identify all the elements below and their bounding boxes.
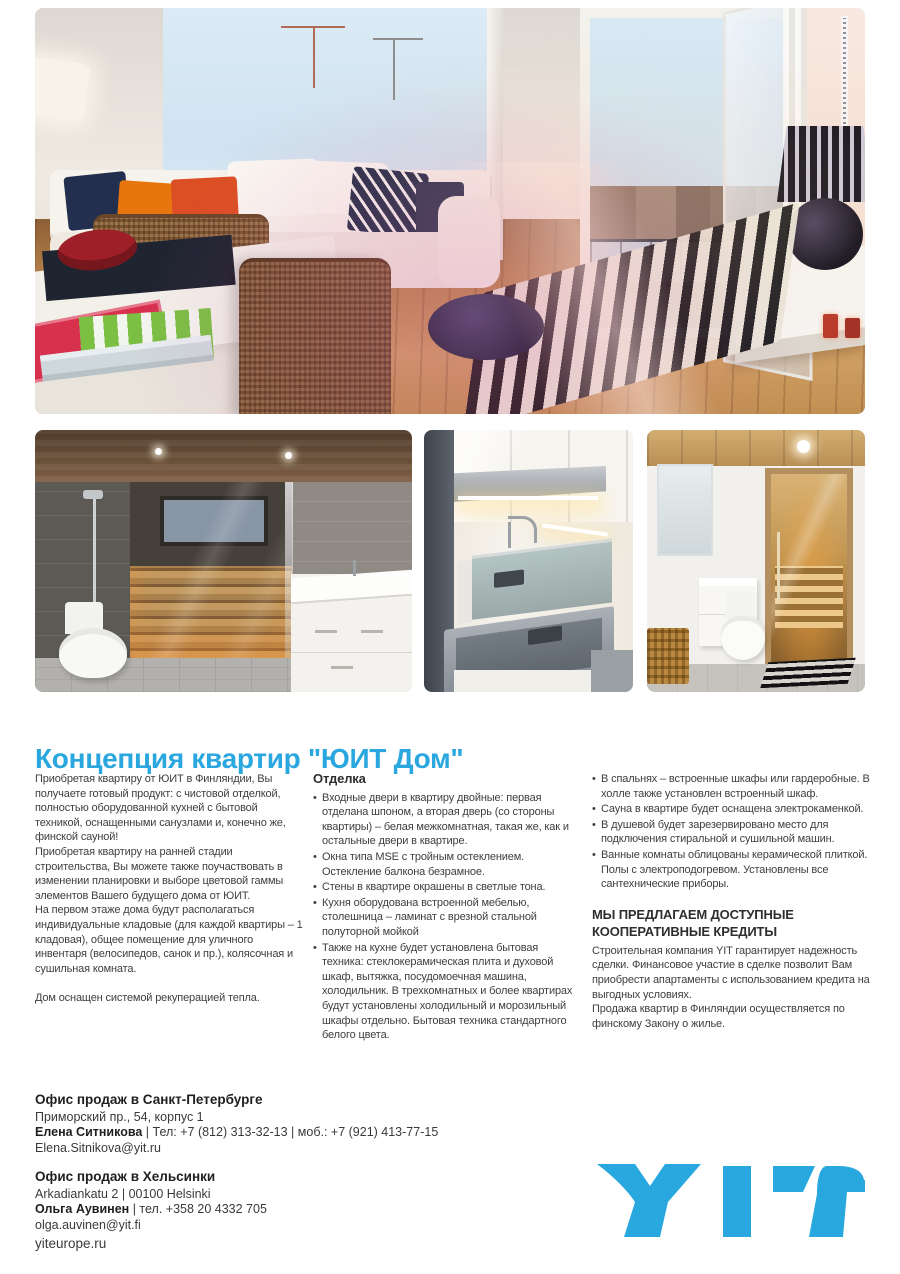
features-column [592, 772, 872, 1044]
intro-paragraph: Приобретая квартиру на ранней стадии строительства, Вы можете также поучаствовать в изменении планировки и выборе цветовой гаммы элементов Вашего будущего дома от ЮИТ. [35, 845, 284, 902]
logo-letter-t-bar [773, 1166, 815, 1192]
ceiling-light [797, 440, 810, 453]
logo-letter-t-stem [809, 1166, 865, 1237]
intro-paragraph: Приобретая квартиру от ЮИТ в Финляндии, Вы получаете готовый продукт: с чистовой отделкой, полностью оборудованной кухней с бытовой техникой, оснащенными санузлами и, конечно же, финской сауной! [35, 773, 286, 844]
credits-heading: МЫ ПРЕДЛАГАЕМ ДОСТУПНЫЕ КООПЕРАТИВНЫЕ КРЕДИТЫ [592, 906, 794, 939]
finishing-column [313, 772, 580, 1044]
hero-photo-living-room [35, 8, 865, 414]
toilet [721, 616, 765, 660]
spotlight [285, 452, 292, 459]
countertop [291, 570, 412, 604]
toilet [59, 628, 127, 678]
faucet [508, 516, 537, 543]
logo-letter-i [723, 1166, 751, 1237]
list-item-text: Стены в квартире окрашены в светлые тона. [322, 881, 546, 894]
website-url: yiteurope.ru [35, 1236, 107, 1251]
under-cabinet-light [458, 496, 598, 500]
list-item [592, 772, 872, 801]
office-helsinki [35, 1169, 555, 1233]
bullet-icon: • [592, 818, 596, 831]
lower-cabinet [454, 670, 613, 692]
text-columns [35, 772, 872, 1044]
faucet [353, 560, 356, 576]
floor-lamp [35, 56, 91, 123]
office-address: Arkadiankatu 2 | 00100 Helsinki [35, 1186, 211, 1201]
office-heading: Офис продаж в Санкт-Петербурге [35, 1092, 263, 1107]
door-handle [777, 532, 780, 602]
bullet-icon: • [313, 896, 317, 909]
list-item-text: Сауна в квартире будет оснащена электрокаменкой. [601, 803, 864, 816]
bullet-icon: • [313, 941, 317, 954]
logo-letter-y [597, 1164, 701, 1237]
wicker-chair [239, 258, 391, 414]
mirror-cabinet [657, 464, 713, 556]
credits-paragraphs [592, 944, 872, 1032]
office-contact [35, 1125, 555, 1141]
floor-corner [591, 650, 633, 692]
wicker-basket [647, 628, 689, 684]
spotlight [155, 448, 162, 455]
credits-paragraph: Продажа квартир в Финляндии осуществляется по финскому Закону о жилье. [592, 1003, 845, 1030]
construction-crane [313, 26, 315, 88]
list-item-text: Также на кухне будет установлена бытовая техника: стеклокерамическая плита и духовой шкаф, вытяжка, посудомоечная машина, холодильник. В трехкомнатных и более квартирах будут установлены холодильный и морозильный шкафы отдельно. Бытовая техника стандартного белого цвета. [322, 941, 573, 1042]
yit-logo [595, 1162, 865, 1239]
finishing-heading: Отделка [313, 771, 366, 786]
list-item [592, 802, 872, 817]
office-email: olga.auvinen@yit.fi [35, 1217, 141, 1232]
credits-paragraph: Строительная компания YIT гарантирует надежность сделки. Финансовое участие в сделке позволит Вам приобрести апартаменты с использованием кредита на выгодных условиях. [592, 944, 870, 1001]
list-item [313, 880, 580, 895]
contact-phones: | тел. +358 20 4332 705 [129, 1202, 267, 1216]
white-vanity [291, 574, 412, 692]
bullet-icon: • [592, 848, 596, 861]
list-item-text: Ванные комнаты облицованы керамической плиткой. Полы с электроподогревом. Установлены все сантехнические приборы. [601, 848, 868, 891]
drawer-handle [331, 666, 353, 669]
wood-ceiling [647, 430, 865, 466]
list-item [592, 848, 872, 892]
list-item [313, 850, 580, 879]
shower-head [83, 490, 103, 499]
shower-pole [93, 492, 96, 610]
bullet-icon: • [313, 881, 317, 894]
photo-bathroom-sauna-door [647, 430, 865, 692]
list-item [313, 896, 580, 940]
list-item-text: Входные двери в квартиру двойные: первая отделана шпоном, а вторая дверь (со стороны квартиры) – белая межкомнатная, такая же, как и остальные двери в квартире. [322, 791, 569, 848]
list-item [592, 818, 872, 847]
sauna-through-glass [765, 468, 853, 680]
candle [845, 318, 860, 338]
construction-crane [373, 38, 423, 40]
window-sticker [841, 16, 848, 136]
intro-paragraph: Дом оснащен системой рекуперацией тепла. [35, 992, 260, 1005]
footer-contacts [35, 1092, 555, 1246]
glass-reflection [130, 482, 292, 658]
bullet-icon: • [313, 850, 317, 863]
page-title: Концепция квартир "ЮИТ Дом" [35, 742, 464, 774]
drawer-handle [361, 630, 383, 633]
list-item-text: Окна типа MSE с тройным остеклением. Остекление балкона безрамное. [322, 850, 525, 878]
photo-bathroom-sauna [35, 430, 412, 692]
candle [823, 314, 838, 338]
photo-kitchen-drawers [424, 430, 633, 692]
intro-paragraph: На первом этаже дома будут располагаться индивидуальные кладовые (для каждой квартиры – 1 кладовая), общее помещение для уличного инвентаря (велосипедов, санок и пр.), колясочная и сушильная комната. [35, 904, 303, 975]
construction-crane [393, 38, 395, 100]
drawer-handle [315, 630, 337, 633]
faucet-stem [508, 522, 511, 548]
office-address: Приморский пр., 54, корпус 1 [35, 1109, 204, 1124]
construction-crane [281, 26, 345, 28]
list-item-text: В спальнях – встроенные шкафы или гардеробные. В холле также установлен встроенный шкаф. [601, 773, 870, 800]
list-item-text: Кухня оборудована встроенной мебелью, столешница – ламинат с врезной стальной полуторной мойкой [322, 896, 537, 938]
drawer-gap [291, 652, 412, 653]
bullet-icon: • [592, 803, 596, 816]
drawer-front [458, 560, 472, 624]
intro-column [35, 772, 303, 1044]
contact-name: Ольга Аувинен [35, 1202, 130, 1216]
bullet-icon: • [592, 773, 596, 785]
office-heading: Офис продаж в Хельсинки [35, 1169, 216, 1184]
office-contact [35, 1202, 555, 1218]
sunbeam [400, 162, 798, 414]
list-item [313, 791, 580, 849]
bullet-icon: • [313, 791, 317, 804]
wood-ceiling [35, 430, 412, 482]
list-item-text: В душевой будет зарезервировано место для подключения стиральной и сушильной машин. [601, 818, 835, 846]
tile-wall [292, 482, 412, 582]
office-email: Elena.Sitnikova@yit.ru [35, 1140, 161, 1155]
contact-name: Елена Ситникова [35, 1125, 143, 1139]
striped-rug [760, 658, 856, 688]
features-list [592, 772, 872, 892]
list-item [313, 941, 580, 1043]
contact-phones: | Тел: +7 (812) 313-32-13 | моб.: +7 (921) 413-77-15 [142, 1125, 439, 1139]
finishing-list [313, 791, 580, 1043]
office-spb [35, 1092, 555, 1156]
glass-door-reflection [771, 474, 847, 680]
